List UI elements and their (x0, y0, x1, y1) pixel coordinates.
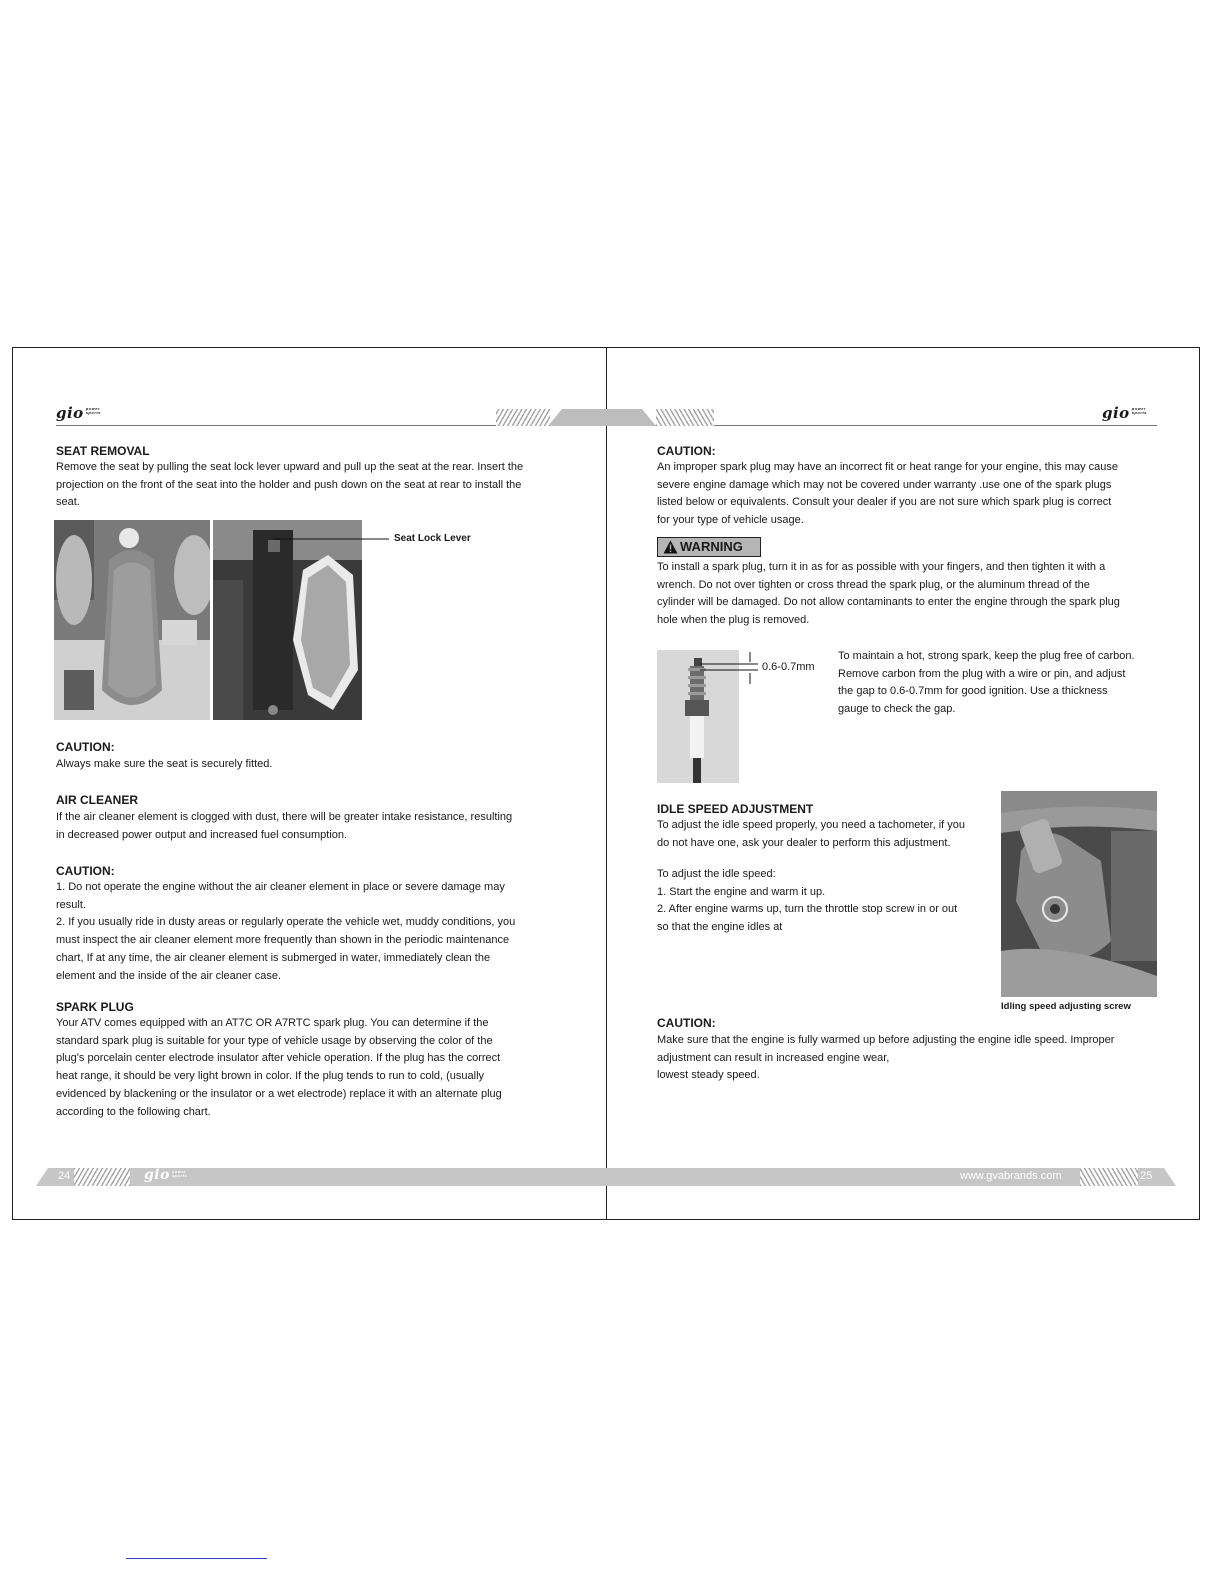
bottom-hyperlink-underline[interactable] (126, 1558, 267, 1559)
page-number-left: 24 (58, 1170, 71, 1182)
header-band (548, 409, 656, 426)
idle-caution-heading: CAUTION: (657, 1016, 716, 1030)
page-gutter-divider (606, 347, 607, 1220)
seat-lock-lever-label: Seat Lock Lever (394, 533, 471, 544)
header-stripes-right (656, 409, 714, 426)
page-number-right: 25 (1140, 1170, 1153, 1182)
carburetor-illustration (1001, 791, 1157, 997)
footer-logo: gio power sports (144, 1167, 188, 1183)
seat-caution-heading: CAUTION: (56, 740, 115, 754)
seat-caution-text: Always make sure the seat is securely fitted. (56, 758, 273, 770)
header-logo-left: gio power sports (56, 404, 101, 422)
spark-caution-heading: CAUTION: (657, 444, 716, 458)
header-logo-right: gio power sports (1102, 404, 1147, 422)
air-caution-heading: CAUTION: (56, 864, 115, 878)
spark-caution-text: An improper spark plug may have an incorrect fit or heat range for your engine, this may cause severe engine damage which may not be covered under warranty .use one of the spark plugs listed below or equivalents. Consult your dealer if you are not sure which spark plug is correct for your type of vehicle usage. (657, 461, 1119, 527)
seat-lock-leader-line (273, 534, 393, 544)
warning-triangle-icon (663, 540, 678, 554)
footer-website[interactable]: www.gvabrands.com (960, 1170, 1062, 1182)
seat-removal-text: Remove the seat by pulling the seat lock lever upward and pull up the seat at the rear. Insert the projection on the front of the seat into the holder and push down on the seat at rear to install the seat. (56, 461, 524, 509)
idle-speed-steps: To adjust the idle speed: 1. Start the engine and warm it up. 2. After engine warms up, turn the throttle stop screw in or out so that the engine idles at (657, 868, 958, 934)
spark-plug-heading: SPARK PLUG (56, 1000, 134, 1014)
air-cleaner-text: If the air cleaner element is clogged with dust, there will be greater intake resistance, resulting in decreased power output and increased fuel consumption. (56, 811, 513, 841)
spark-plug-text: Your ATV comes equipped with an AT7C OR A7RTC spark plug. You can determine if the standard spark plug is suitable for your type of vehicle usage by observing the color of the plug's porcelain center electrode insulator after vehicle operation. If the plug has the correct heat range, it should be very light brown in color. If the plug tends to run to cold, (usually evidenced by blackening or the insulator or a wet electrode) replace it with an alternate plug according to the following chart. (56, 1017, 502, 1118)
footer-stripes-right (1080, 1168, 1138, 1186)
header-stripes-left (496, 409, 550, 426)
seat-removal-heading: SEAT REMOVAL (56, 444, 150, 458)
idle-speed-heading: IDLE SPEED ADJUSTMENT (657, 802, 814, 816)
air-cleaner-heading: AIR CLEANER (56, 793, 139, 807)
seat-lock-illustration (213, 520, 362, 720)
seat-rear-photo (54, 520, 210, 720)
gap-measurement-label: 0.6-0.7mm (762, 661, 815, 673)
warning-badge: WARNING (657, 537, 761, 557)
gap-instructions-text: To maintain a hot, strong spark, keep the plug free of carbon. Remove carbon from the plug with a wire or pin, and adjust the gap to 0.6-0.7mm for good ignition. Use a thickness gauge to check the gap. (838, 650, 1135, 716)
idle-caution-text: Make sure that the engine is fully warmed up before adjusting the engine idle speed. Improper adjustment can result in increased engine wear, lowest steady speed. (657, 1034, 1115, 1082)
seat-rear-illustration (54, 520, 210, 720)
idle-screw-caption: Idling speed adjusting screw (1001, 1001, 1131, 1012)
footer-stripes-left (74, 1168, 130, 1186)
seat-lock-photo (213, 520, 362, 720)
air-caution-text: 1. Do not operate the engine without the air cleaner element in place or severe damage may result. 2. If you usually ride in dusty areas or regularly operate the vehicle wet, muddy conditions, you must inspect the air cleaner element more frequently than shown in the periodic maintenance chart, If at any time, the air cleaner element is submerged in water, immediately clean the element and the inside of the air cleaner case. (56, 881, 516, 982)
warning-text: To install a spark plug, turn it in as for as possible with your fingers, and then tighten it with a wrench. Do not over tighten or cross thread the spark plug, or the aluminum thread of the cylinder will be damaged. Do not allow contaminants to enter the engine through the spark plug hole when the plug is removed. (657, 561, 1120, 627)
idle-screw-photo (1001, 791, 1157, 997)
idle-speed-text: To adjust the idle speed properly, you need a tachometer, if you do not have one, ask your dealer to perform this adjustment. (657, 819, 965, 849)
gap-dimension-lines (690, 650, 760, 686)
